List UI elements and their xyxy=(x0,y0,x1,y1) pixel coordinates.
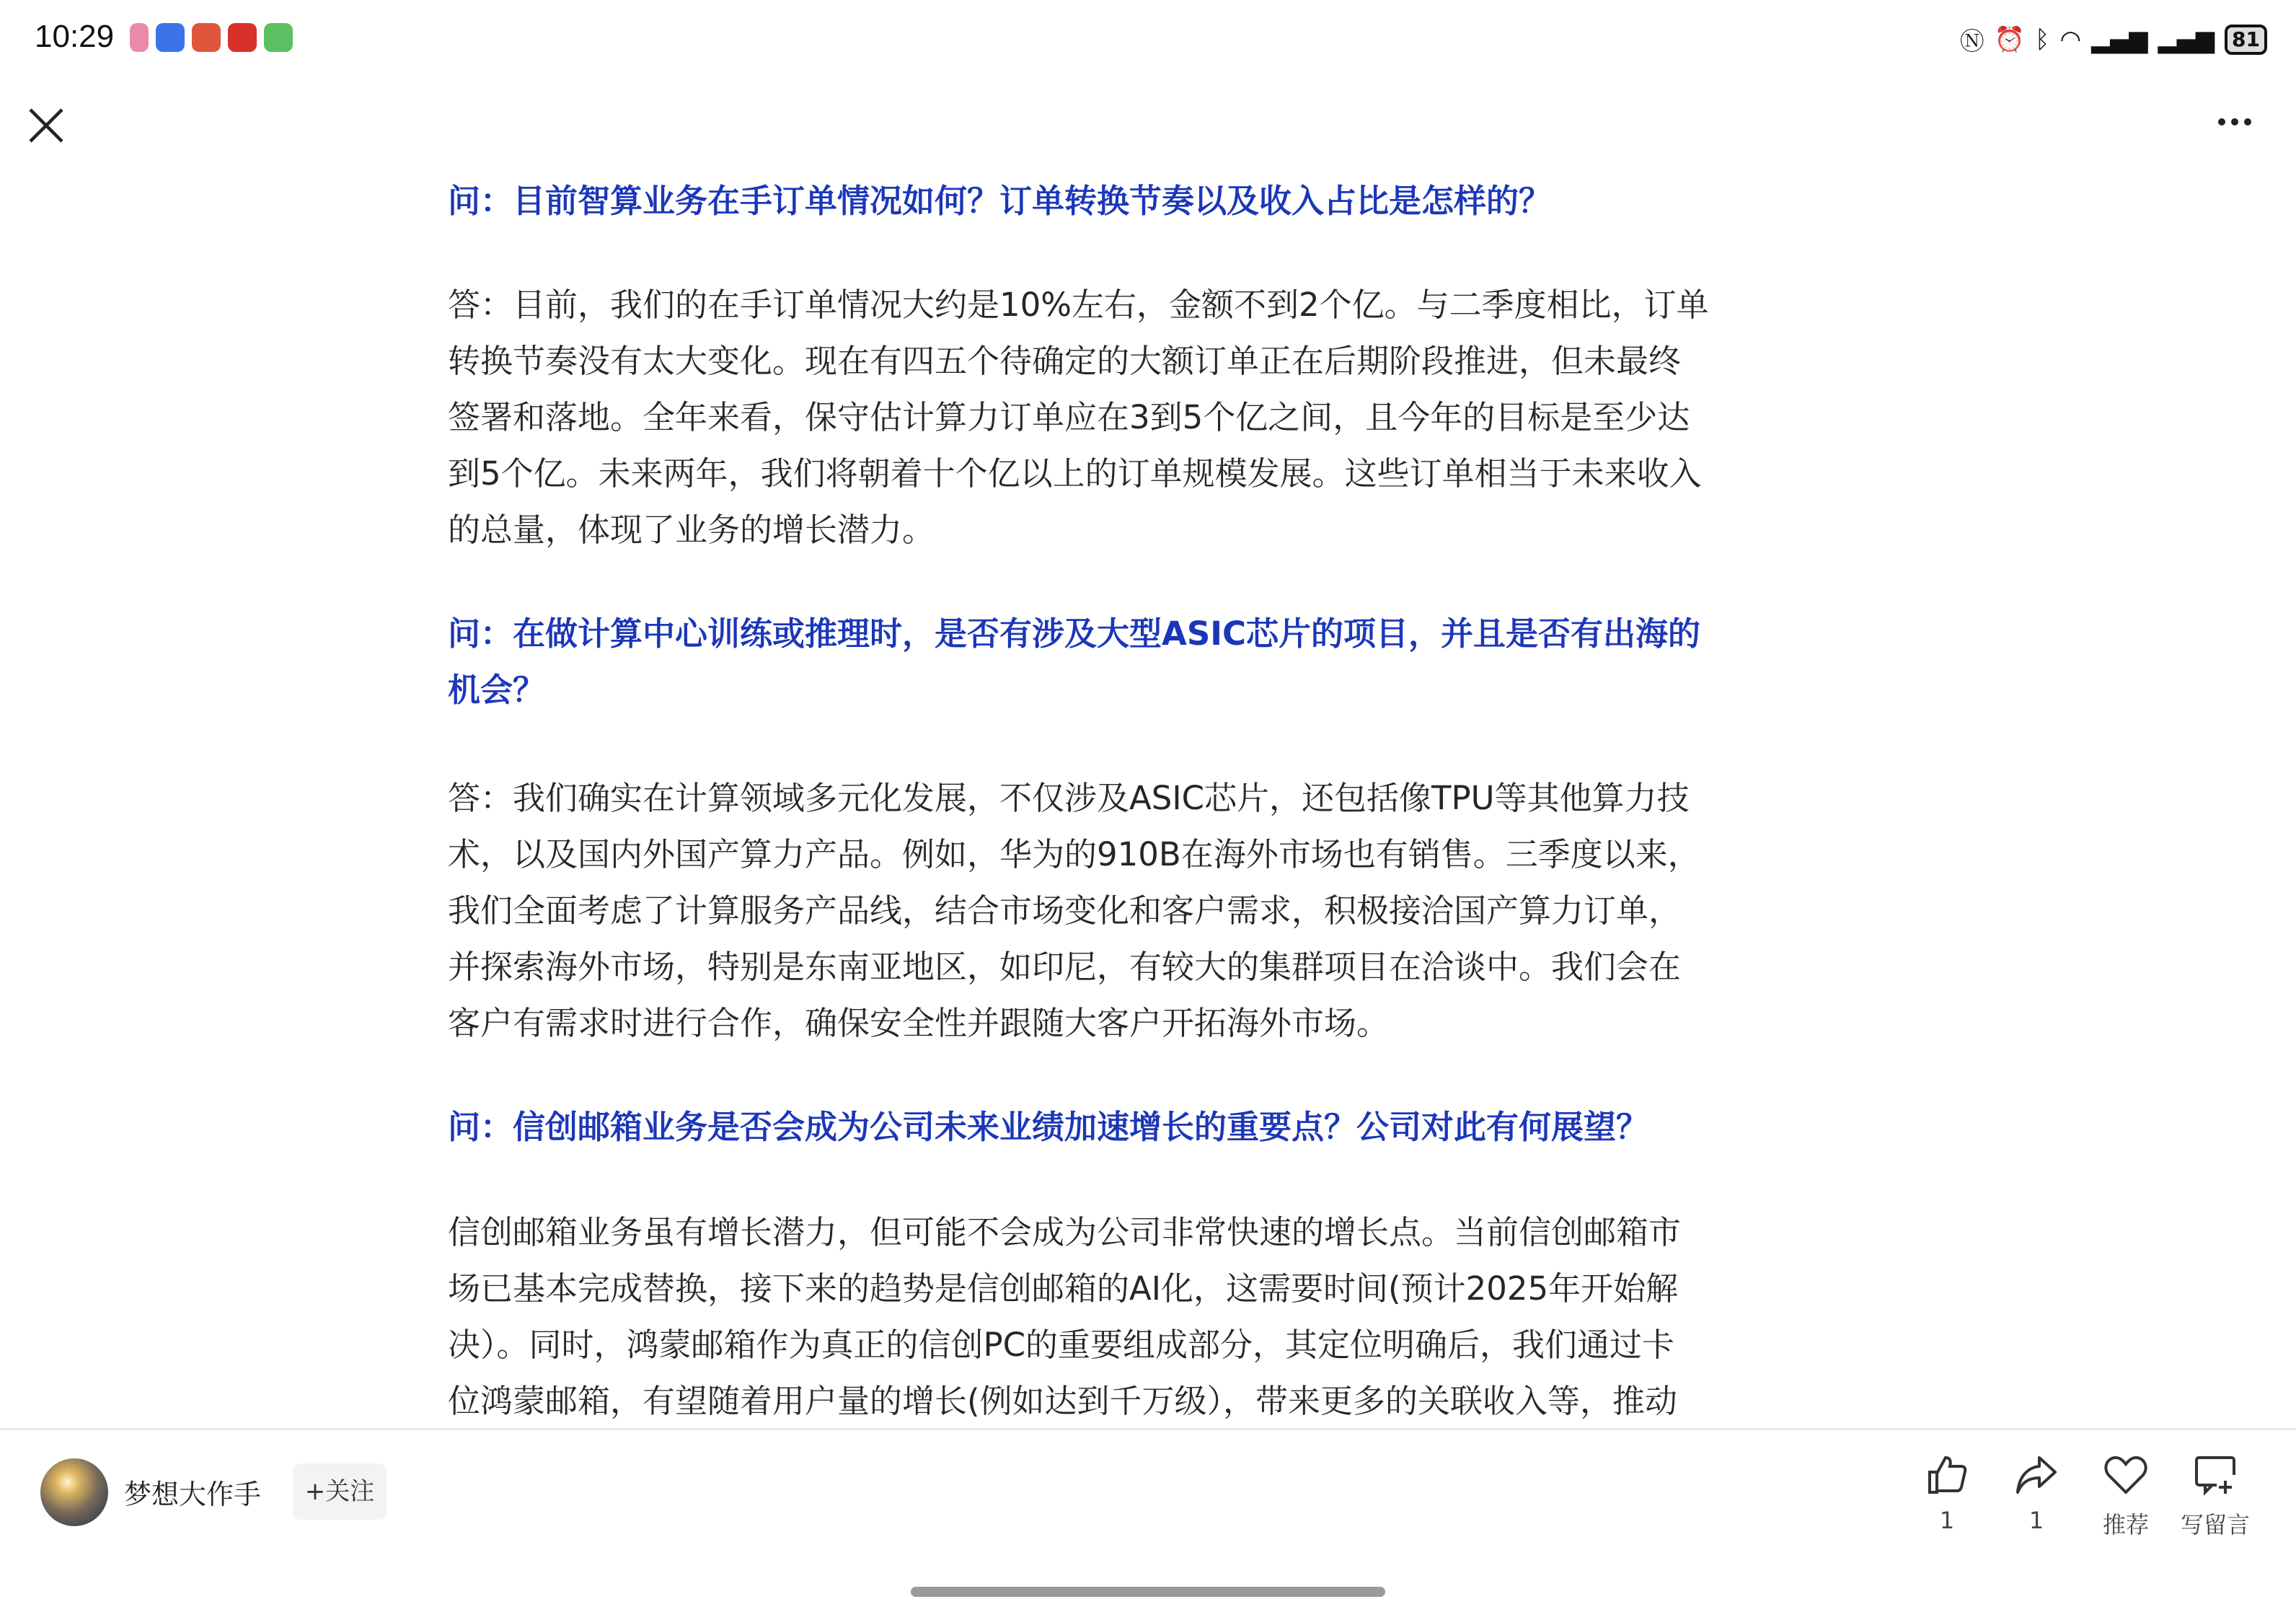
follow-button[interactable]: +关注 xyxy=(293,1463,387,1520)
answer-line: 我们全面考虑了计算服务产品线，结合市场变化和客户需求，积极接洽国产算力订单， xyxy=(448,891,1682,930)
answer-line: 签署和落地。全年来看，保守估计算力订单应在3到5个亿之间，且今年的目标是至少达 xyxy=(448,398,1690,436)
shopping-app-icon xyxy=(192,23,221,52)
recommend-label: 推荐 xyxy=(2102,1511,2149,1538)
answer-line: 并探索海外市场，特别是东南亚地区，如印尼，有较大的集群项目在洽谈中。我们会在 xyxy=(448,948,1682,986)
nfc-icon: Ⓝ xyxy=(1959,27,1984,56)
notification-icons xyxy=(130,23,293,52)
bluetooth-icon: ᛒ xyxy=(2035,25,2050,54)
system-status-icons xyxy=(1960,22,2267,57)
answer-line: 位鸿蒙邮箱，有望随着用户量的增长(例如达到千万级），带来更多的关联收入等，推动 xyxy=(448,1382,1678,1420)
bottom-action-bar xyxy=(0,1428,2296,1612)
signal-icon-2: ▂▄▆ xyxy=(2158,25,2215,54)
answer-line: 决）。同时，鸿蒙邮箱作为真正的信创PC的重要组成部分，其定位明确后，我们通过卡 xyxy=(448,1326,1675,1364)
thumbs-up-icon xyxy=(1924,1452,1970,1498)
question-line: 机会？ xyxy=(448,671,546,709)
comment-icon xyxy=(2192,1452,2238,1498)
share-icon xyxy=(2013,1452,2059,1498)
question-line: 问：在做计算中心训练或推理时，是否有涉及大型ASIC芯片的项目，并且是否有出海的 xyxy=(448,615,1701,653)
question-line: 问：信创邮箱业务是否会成为公司未来业绩加速增长的重要点？公司对此有何展望？ xyxy=(448,1108,1649,1146)
close-icon[interactable] xyxy=(26,105,66,146)
answer-line: 信创邮箱业务虽有增长潜力，但可能不会成为公司非常快速的增长点。当前信创邮箱市 xyxy=(448,1213,1682,1251)
heart-icon xyxy=(2103,1452,2149,1498)
question-line: 问：目前智算业务在手订单情况如何？订单转换节奏以及收入占比是怎样的？ xyxy=(448,182,1552,220)
signal-icon: ▂▄▆ xyxy=(2091,25,2148,54)
comment-button[interactable] xyxy=(2172,1452,2259,1540)
share-button[interactable] xyxy=(1993,1452,2080,1534)
status-time: 10:29 xyxy=(35,19,115,54)
author-name[interactable]: 梦想大作手 xyxy=(124,1479,262,1510)
answer-line: 答：我们确实在计算领域多元化发展，不仅涉及ASIC芯片，还包括像TPU等其他算力技 xyxy=(448,779,1690,817)
share-count: 1 xyxy=(2028,1507,2044,1534)
comment-label: 写留言 xyxy=(2180,1511,2250,1538)
answer-line: 到5个亿。未来两年，我们将朝着十个亿以上的订单规模发展。这些订单相当于未来收入 xyxy=(448,454,1702,493)
alarm-icon: ⏰ xyxy=(1994,25,2026,54)
answer-line: 术，以及国内外国产算力产品。例如，华为的910B在海外市场也有销售。三季度以来， xyxy=(448,835,1700,873)
like-button[interactable] xyxy=(1904,1452,1990,1534)
app-notification-icon xyxy=(130,23,149,52)
more-options-icon[interactable] xyxy=(2218,118,2251,125)
like-count: 1 xyxy=(1939,1507,1955,1534)
green-app-icon xyxy=(264,23,293,52)
battery-indicator: 81 xyxy=(2225,25,2267,55)
home-indicator[interactable] xyxy=(911,1587,1385,1597)
answer-line: 转换节奏没有太大变化。现在有四五个待确定的大额订单正在后期阶段推进，但未最终 xyxy=(448,342,1682,380)
answer-line: 的总量，体现了业务的增长潜力。 xyxy=(448,511,935,549)
answer-line: 客户有需求时进行合作，确保安全性并跟随大客户开拓海外市场。 xyxy=(448,1004,1390,1042)
recommend-button[interactable] xyxy=(2083,1452,2169,1540)
answer-line: 场已基本完成替换，接下来的趋势是信创邮箱的AI化，这需要时间(预计2025年开始解 xyxy=(448,1269,1679,1308)
wifi-icon: ◠ xyxy=(2059,25,2082,54)
red-app-icon xyxy=(228,23,257,52)
message-app-icon xyxy=(156,23,185,52)
answer-line: 答：目前，我们的在手订单情况大约是10%左右，金额不到2个亿。与二季度相比，订单 xyxy=(448,286,1709,324)
author-avatar[interactable] xyxy=(40,1458,108,1526)
